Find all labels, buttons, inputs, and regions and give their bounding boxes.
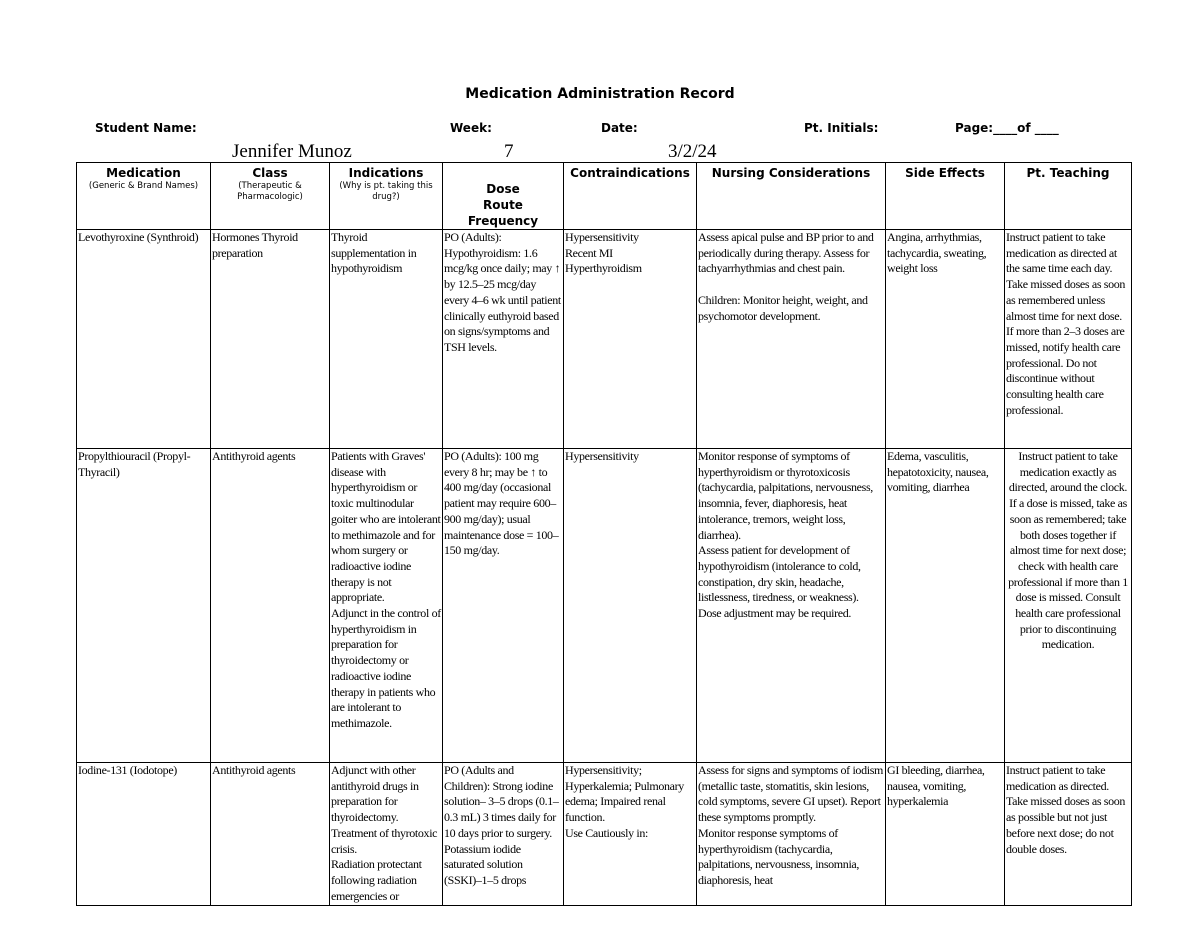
cell-dose: PO (Adults and Children): Strong iodine solution– 3–5 drops (0.1–0.3 mL) 3 times daily for 10 days prior to surgery. Potassium iodide saturated solution (SSKI)–1–5 drops: [443, 763, 564, 906]
cell-dose: PO (Adults): 100 mg every 8 hr; may be ↑ to 400 mg/day (occasional patient may require 600–900 mg/day); usual maintenance dose = 100–150 mg/day.: [443, 449, 564, 763]
cell-side-effects: Angina, arrhythmias, tachycardia, sweating, weight loss: [886, 230, 1005, 449]
student-name-label: Student Name:: [95, 121, 197, 135]
student-name-value: Jennifer Munoz: [232, 141, 352, 162]
cell-nursing: Assess apical pulse and BP prior to and periodically during therapy. Assess for tachyarrhythmias and chest pain. Children: Monitor height, weight, and psychomotor development.: [697, 230, 886, 449]
page-title: Medication Administration Record: [465, 86, 735, 102]
cell-dose: PO (Adults): Hypothyroidism: 1.6 mcg/kg once daily; may ↑ by 12.5–25 mcg/day every 4–6 wk until patient clinically euthyroid based on signs/symptoms and TSH levels.: [443, 230, 564, 449]
cell-nursing: Monitor response of symptoms of hyperthyroidism or thyrotoxicosis (tachycardia, palpitations, nervousness, insomnia, fever, diaphoresis, heat intolerance, tremors, weight loss, diarrhea). Assess patient for development of hypothyroidism (intolerance to cold, constipation, dry skin, headache, listlessness, tiredness, or weakness). Dose adjustment may be required.: [697, 449, 886, 763]
table-header-row: [77, 163, 1132, 230]
cell-class: Antithyroid agents: [211, 763, 330, 906]
pt-initials-label: Pt. Initials:: [804, 121, 879, 135]
column-header-indications: Indications (Why is pt. taking this drug?): [330, 163, 443, 230]
cell-medication: Levothyroxine (Synthroid): [77, 230, 211, 449]
cell-contraindications: Hypersensitivity: [564, 449, 697, 763]
cell-side-effects: Edema, vasculitis, hepatotoxicity, nausea, vomiting, diarrhea: [886, 449, 1005, 763]
cell-teaching: Instruct patient to take medication as directed at the same time each day. Take missed doses as soon as remembered unless almost time for next dose. If more than 2–3 doses are missed, notify health care professional. Do not discontinue without consulting health care professional.: [1005, 230, 1132, 449]
cell-indications: Thyroid supplementation in hypothyroidism: [330, 230, 443, 449]
date-label: Date:: [601, 121, 638, 135]
table-row: [77, 230, 1132, 449]
date-value: 3/2/24: [668, 141, 717, 162]
cell-nursing: Assess for signs and symptoms of iodism (metallic taste, stomatitis, skin lesions, cold symptoms, severe GI upset). Report these symptoms promptly. Monitor response symptoms of hyperthyroidism (tachycardia, palpitations, nervousness, insomnia, diaphoresis, heat: [697, 763, 886, 906]
column-header-dose: Dose Route Frequency: [443, 163, 564, 230]
column-header-nursing: Nursing Considerations: [697, 163, 886, 230]
cell-indications: Patients with Graves' disease with hyperthyroidism or toxic multinodular goiter who are intolerant to methimazole and for whom surgery or radioactive iodine therapy is not appropriate. Adjunct in the control of hyperthyroidism in preparation for thyroidectomy or radioactive iodine therapy in patients who are intolerant to methimazole.: [330, 449, 443, 763]
cell-side-effects: GI bleeding, diarrhea, nausea, vomiting, hyperkalemia: [886, 763, 1005, 906]
cell-teaching: Instruct patient to take medication exactly as directed, around the clock. If a dose is missed, take as soon as remembered; take both doses together if almost time for next dose; check with health care professional if more than 1 dose is missed. Consult health care professional prior to discontinuing medication.: [1005, 449, 1132, 763]
week-value: 7: [504, 141, 514, 162]
column-header-medication: Medication (Generic & Brand Names): [77, 163, 211, 230]
cell-class: Hormones Thyroid preparation: [211, 230, 330, 449]
column-header-class: Class (Therapeutic & Pharmacologic): [211, 163, 330, 230]
column-header-side-effects: Side Effects: [886, 163, 1005, 230]
column-header-contraindications: Contraindications: [564, 163, 697, 230]
cell-contraindications: Hypersensitivity Recent MI Hyperthyroidism: [564, 230, 697, 449]
cell-contraindications: Hypersensitivity; Hyperkalemia; Pulmonary edema; Impaired renal function. Use Cautiously in:: [564, 763, 697, 906]
cell-medication: Iodine-131 (Iodotope): [77, 763, 211, 906]
cell-indications: Adjunct with other antithyroid drugs in preparation for thyroidectomy. Treatment of thyrotoxic crisis. Radiation protectant following radiation emergencies or: [330, 763, 443, 906]
table-row: [77, 763, 1132, 906]
medication-table: [76, 162, 1132, 906]
cell-medication: Propylthiouracil (Propyl-Thyracil): [77, 449, 211, 763]
cell-teaching: Instruct patient to take medication as directed. Take missed doses as soon as possible but not just before next dose; do not double doses.: [1005, 763, 1132, 906]
table-row: [77, 449, 1132, 763]
week-label: Week:: [450, 121, 492, 135]
column-header-teaching: Pt. Teaching: [1005, 163, 1132, 230]
page-number-label: Page:____of ____: [955, 121, 1059, 135]
cell-class: Antithyroid agents: [211, 449, 330, 763]
